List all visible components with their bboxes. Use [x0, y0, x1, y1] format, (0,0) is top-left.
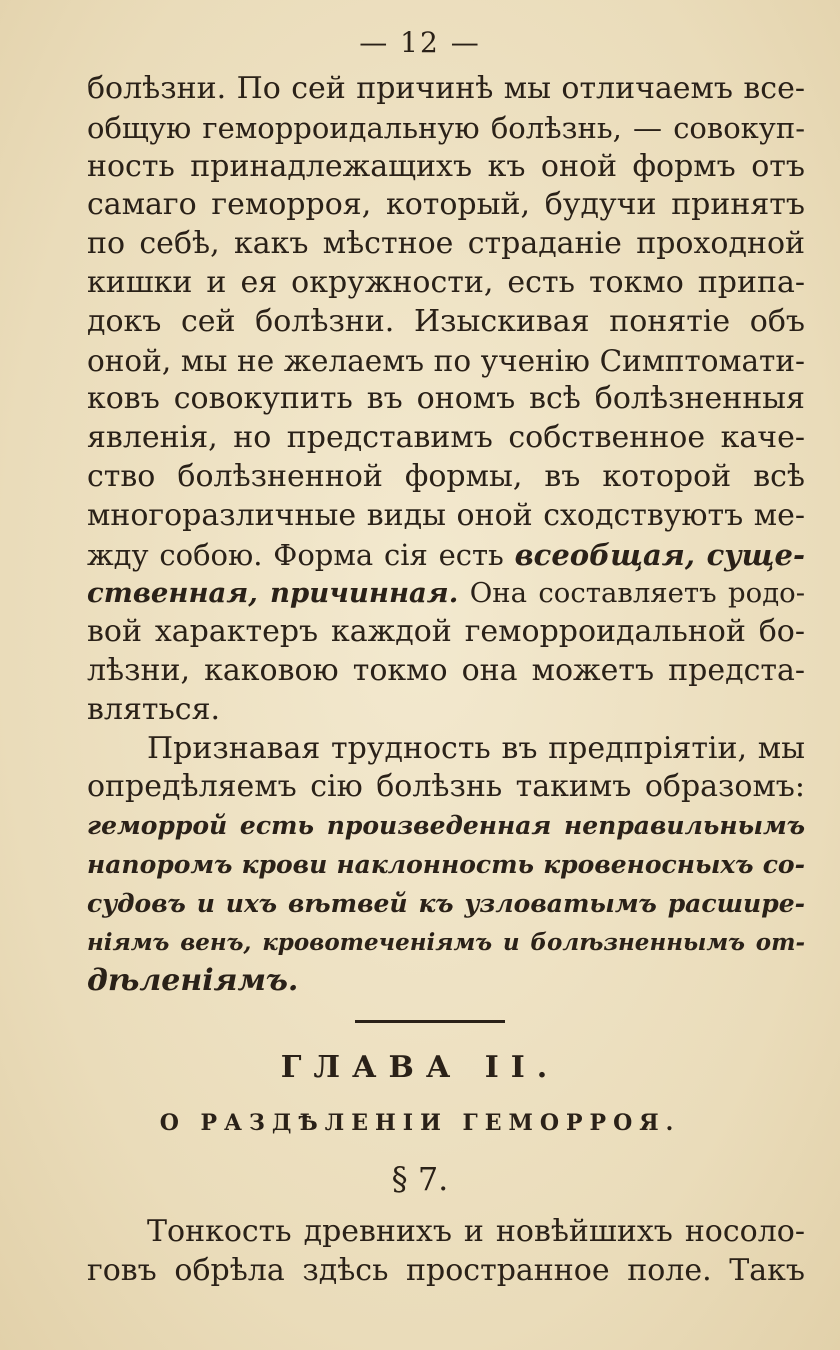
text-line: вой характеръ каждой геморроидальной бо-: [87, 614, 805, 650]
chapter-subtitle: О РАЗДѢЛЕНІИ ГЕМОРРОЯ.: [159, 1110, 681, 1136]
definition-line: [87, 885, 805, 924]
italic-run: напоромъ крови наклонность кровеносныхъ со-: [87, 849, 805, 879]
text-line: ство болѣзненной формы, въ которой всѣ: [87, 458, 805, 494]
italic-run: ніямъ венъ, кровотеченіямъ и болѣзненнымъ от-: [87, 928, 805, 956]
second-paragraph: [87, 1212, 805, 1290]
main-paragraph: [87, 70, 805, 1001]
italic-run: ственная, причинная.: [87, 577, 459, 610]
text-line: кишки и ея окружности, есть токмо припа-: [87, 264, 805, 300]
italic-run: всеобщая, суще-: [514, 537, 805, 572]
text-line: самаго геморроя, который, будучи принятъ: [87, 187, 805, 223]
italic-run: геморрой есть произведенная неправильнымъ: [87, 811, 805, 841]
italic-run: дѣленіямъ.: [87, 963, 299, 999]
text-run: Она составляетъ родо-: [458, 577, 805, 610]
text-line: лѣзни, каковою токмо она можетъ предста-: [87, 652, 805, 688]
text-line: опредѣляемъ сію болѣзнь такимъ образомъ:: [87, 769, 805, 805]
text-line: говъ обрѣла здѣсь пространное поле. Такъ: [87, 1252, 805, 1288]
text-line: общую геморроидальную болѣзнь, — совокуп-: [87, 110, 805, 145]
definition-line: [87, 962, 805, 1001]
section-mark: § 7.: [391, 1160, 449, 1198]
text-line: ность принадлежащихъ къ оной формъ отъ: [87, 148, 805, 184]
text-run: жду собою. Форма сія есть: [87, 537, 515, 572]
definition-line: [87, 924, 805, 963]
text-line: [87, 536, 805, 575]
section-divider: [355, 1020, 505, 1023]
definition-line: [87, 807, 805, 846]
text-line: ковъ совокупить въ ономъ всѣ болѣзненныя: [87, 381, 805, 417]
page-number: — 12 —: [359, 26, 481, 59]
italic-run: судовъ и ихъ вѣтвей къ узловатымъ расшире-: [87, 888, 805, 918]
text-line: Тонкость древнихъ и новѣйшихъ носоло-: [147, 1214, 805, 1249]
chapter-title: ГЛАВА II.: [280, 1050, 560, 1085]
text-line: по себѣ, какъ мѣстное страданіе проходной: [87, 226, 805, 262]
text-line: болѣзни. По сей причинѣ мы отличаемъ все-: [87, 71, 805, 106]
text-line: докъ сей болѣзни. Изыскивая понятіе объ: [87, 303, 805, 339]
text-line: явленія, но представимъ собственное каче-: [87, 420, 805, 456]
text-line: [87, 574, 805, 613]
text-line: вляться.: [87, 691, 221, 727]
text-line: оной, мы не желаемъ по ученію Симптомати-: [87, 343, 805, 378]
definition-line: [87, 846, 805, 885]
text-line: Признавая трудность въ предпріятіи, мы: [147, 730, 805, 766]
text-line: многоразличные виды оной сходствуютъ ме-: [87, 497, 805, 533]
